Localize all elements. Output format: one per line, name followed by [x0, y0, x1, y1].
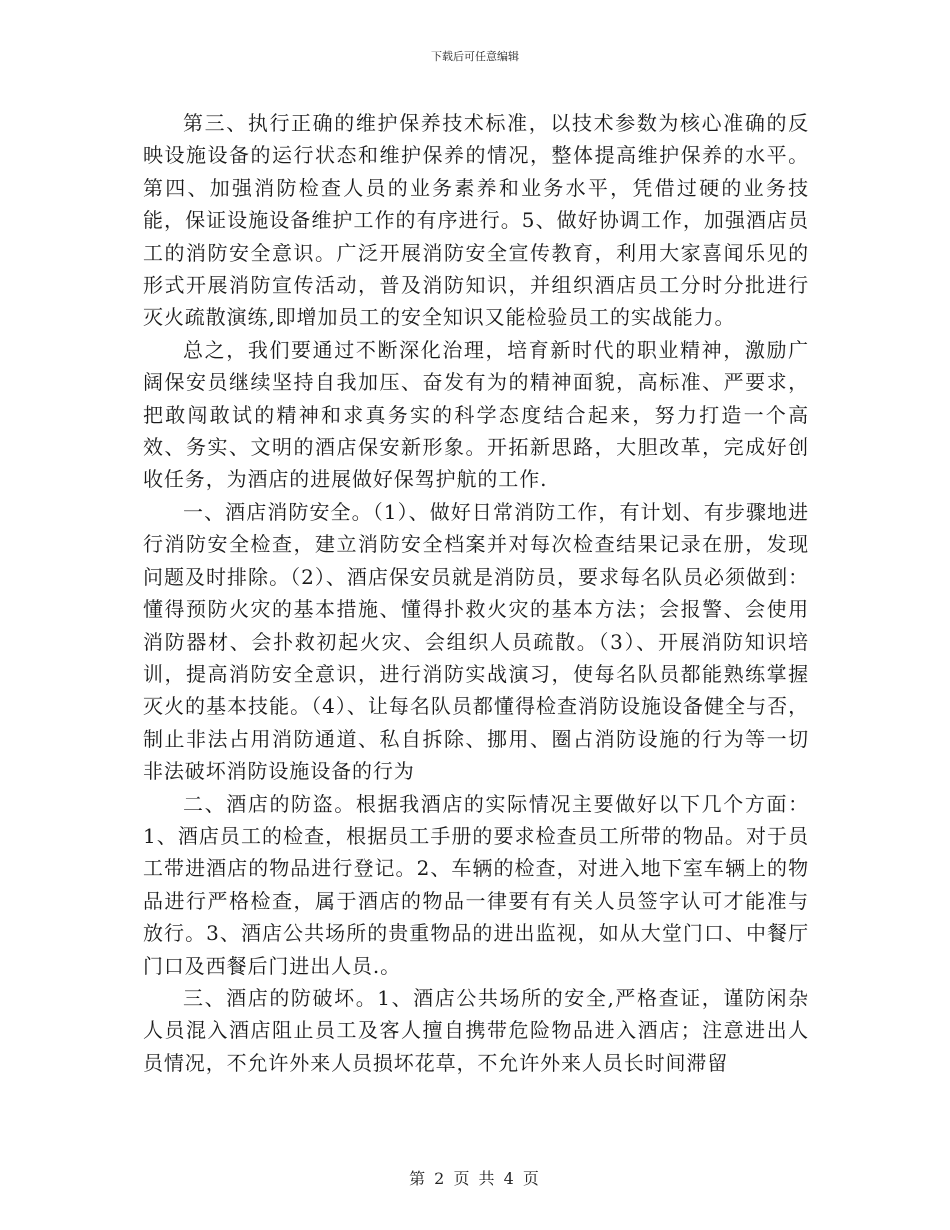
- paragraph-maintenance-standards: 第三、执行正确的维护保养技术标准，以技术参数为核心准确的反映设施设备的运行状态和维护保养的情况，整体提高维护保养的水平。第四、加强消防检查人员的业务素养和业务水平，凭借过硬的业务技能，保证设施设备维护工作的有序进行。5、做好协调工作，加强酒店员工的消防安全意识。广泛开展消防安全宣传教育，利用大家喜闻乐见的形式开展消防宣传活动，普及消防知识，并组织酒店员工分时分批进行灭火疏散演练,即增加员工的安全知识又能检验员工的实战能力。: [143, 111, 809, 330]
- paragraph-damage-prevention: 三、酒店的防破坏。1、酒店公共场所的安全,严格查证，谨防闲杂人员混入酒店阻止员工及客人擅自携带危险物品进入酒店；注意进出人员情况，不允许外来人员损坏花草，不允许外来人员长时间滞留: [143, 985, 809, 1075]
- paragraph-fire-safety: 一、酒店消防安全。（1）、做好日常消防工作，有计划、有步骤地进行消防安全检查，建立消防安全档案并对每次检查结果记录在册，发现问题及时排除。（2）、酒店保安员就是消防员，要求每名队员必须做到：懂得预防火灾的基本措施、懂得扑救火灾的基本方法；会报警、会使用消防器材、会扑救初起火灾、会组织人员疏散。（3）、开展消防知识培训，提高消防安全意识，进行消防实战演习，使每名队员都能熟练掌握灭火的基本技能。（4）、让每名队员都懂得检查消防设施设备健全与否，制止非法占用消防通道、私自拆除、挪用、圈占消防设施的行为等一切非法破坏消防设施设备的行为: [143, 499, 809, 784]
- paragraph-theft-prevention: 二、酒店的防盗。根据我酒店的实际情况主要做好以下几个方面：1、酒店员工的检查，根据员工手册的要求检查员工所带的物品。对于员工带进酒店的物品进行登记。2、车辆的检查，对进入地下室车辆上的物品进行严格检查，属于酒店的物品一律要有有关人员签字认可才能准与放行。3、酒店公共场所的贵重物品的进出监视，如从大堂门口、中餐厅门口及西餐后门进出人员.。: [143, 791, 809, 978]
- document-body: [143, 107, 809, 1079]
- paragraph-summary: 总之，我们要通过不断深化治理，培育新时代的职业精神，激励广阔保安员继续坚持自我加压、奋发有为的精神面貌，高标准、严要求，把敢闯敢试的精神和求真务实的科学态度结合起来，努力打造一个高效、务实、文明的酒店保安新形象。开拓新思路，大胆改革，完成好创收任务，为酒店的进展做好保驾护航的工作.: [143, 337, 809, 492]
- page-number: 第 2 页 共 4 页: [409, 1169, 541, 1188]
- page-header-note: 下载后可任意编辑: [431, 50, 519, 63]
